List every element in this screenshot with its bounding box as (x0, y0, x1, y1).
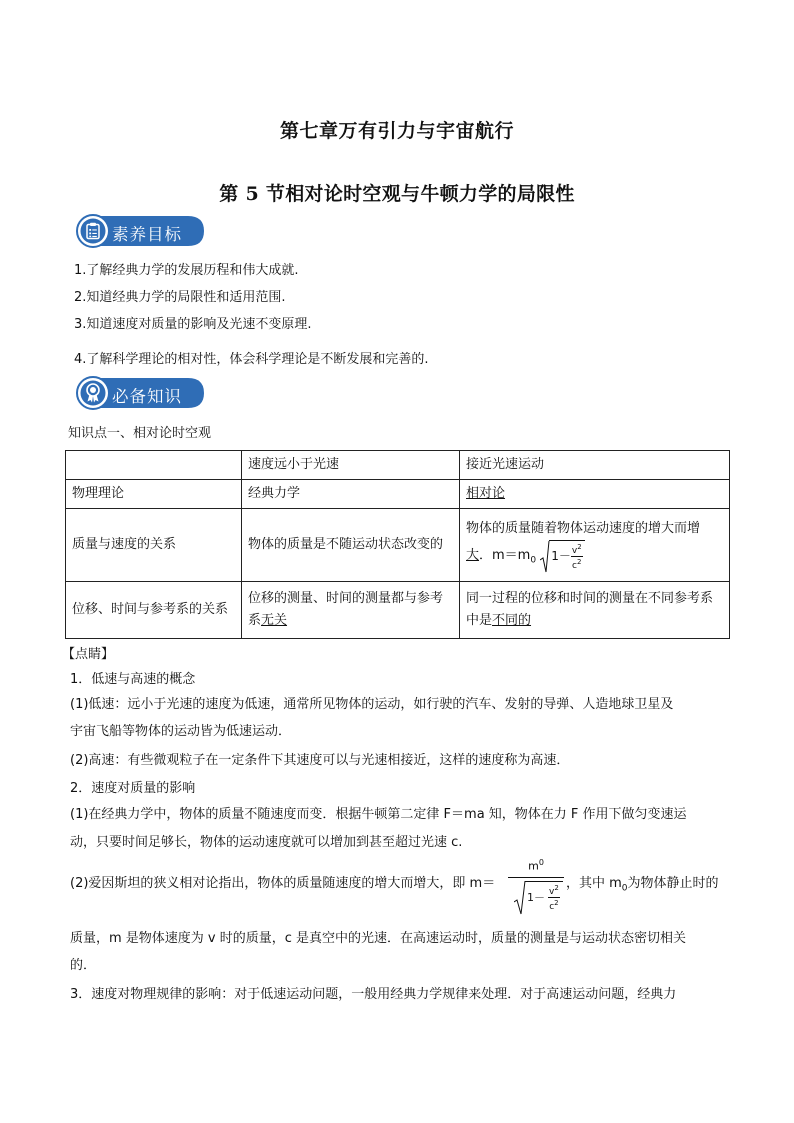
radical-sign-icon (514, 880, 526, 916)
post-text-2: 为物体静止时的 (627, 876, 719, 891)
goal-item: 3.知道速度对质量的影响及光速不变原理. (74, 317, 312, 332)
sqrt-lead: 1－ (551, 549, 571, 564)
frac-num-sup: 2 (577, 543, 582, 552)
cell-text: 物体的质量随着物体运动速度的增大而增 (466, 521, 701, 537)
paragraph: (1)在经典力学中，物体的质量不随速度而变．根据牛顿第二定律 F＝ma 知，物体在力 F 作用下做匀变速运 (70, 807, 687, 822)
frac-den-sup: 2 (577, 558, 582, 567)
table-cell: 物理理论 (66, 480, 242, 509)
frac-num: v (571, 546, 578, 557)
fraction (548, 883, 560, 912)
section-title: 第 5 节相对论时空观与牛顿力学的局限性 (219, 183, 575, 205)
fraction (571, 542, 583, 571)
cell-text: 同一过程的位移和时间的测量在不同参考系中是 (466, 591, 714, 628)
knowledge-heading: 知识点一、相对论时空观 (68, 426, 212, 441)
frac-den: c (572, 561, 577, 572)
answer-underlined: 无关 (261, 613, 288, 628)
table-row (66, 451, 730, 480)
goal-item: 4.了解科学理论的相对性，体会科学理论是不断发展和完善的. (74, 352, 429, 367)
table-cell (460, 582, 730, 639)
table-cell: 经典力学 (242, 480, 460, 509)
paragraph: (2)高速：有些微观粒子在一定条件下其速度可以与光速相接近，这样的速度称为高速． (70, 753, 570, 768)
table-cell: 速度远小于光速 (242, 451, 460, 480)
post-text: ，其中 m (566, 876, 622, 891)
formula-lead-text: (2)爱因斯坦的狭义相对论指出，物体的质量随速度的增大而增大，即 m＝ (70, 876, 496, 891)
paragraph: 动，只要时间足够长，物体的运动速度就可以增加到甚至超过光速 c. (70, 835, 463, 850)
table-cell (460, 509, 730, 582)
banner-suyang-mubiao (76, 214, 206, 248)
frac-den-sup: 2 (554, 899, 559, 907)
table-row (66, 509, 730, 582)
dianjing-heading: 【点睛】 (62, 647, 115, 662)
num-m: m (528, 859, 539, 873)
paragraph: 2．速度对质量的影响 (70, 781, 196, 796)
banner-label: 必备知识 (112, 387, 182, 406)
paragraph: 1．低速与高速的概念 (70, 672, 196, 687)
goal-item: 1.了解经典力学的发展历程和伟大成就. (74, 263, 299, 278)
cell-text: 位移的测量、时间的测量都与参考系 (248, 591, 444, 628)
answer-underlined: 相对论 (466, 486, 506, 501)
table-cell: 物体的质量是不随运动状态改变的 (242, 509, 460, 582)
table-cell: 质量与速度的关系 (66, 509, 242, 582)
paragraph: 的． (70, 958, 97, 973)
answer-underlined: 不同的 (492, 613, 532, 628)
frac-num-sup: 2 (554, 884, 559, 892)
post-sub: 0 (621, 883, 628, 894)
table-cell (460, 480, 730, 509)
frac-den: c (549, 902, 555, 912)
fraction-bar (508, 877, 564, 878)
frac-num: v (549, 887, 555, 897)
sqrt-formula (540, 540, 584, 571)
banner-label: 素养目标 (112, 225, 182, 244)
radical-sign-icon (540, 540, 550, 574)
table-cell: 位移、时间与参考系的关系 (66, 582, 242, 639)
table-row (66, 582, 730, 639)
paragraph: (1)低速：远小于光速的速度为低速，通常所见物体的运动，如行驶的汽车、发射的导弹、人造地球卫星及 (70, 697, 674, 712)
goal-item: 2.知道经典力学的局限性和适用范围. (74, 290, 286, 305)
sqrt-lead: 1－ (527, 891, 545, 904)
formula-paragraph (70, 858, 730, 916)
knowledge-table (65, 450, 730, 639)
formula-trailing-text (566, 872, 719, 894)
paragraph: 质量，m 是物体速度为 v 时的质量，c 是真空中的光速．在高速运动时，质量的测量是与运动状态密切相关 (70, 931, 687, 946)
answer-underlined: 大 (466, 548, 480, 564)
num-sup: 0 (538, 858, 544, 867)
table-cell: 接近光速运动 (460, 451, 730, 480)
paragraph: 3．速度对物理规律的影响：对于低速运动问题，一般用经典力学规律来处理．对于高速运动问题，经典力 (70, 987, 677, 1002)
chapter-title: 第七章万有引力与宇宙航行 (279, 120, 514, 142)
table-cell (242, 582, 460, 639)
paragraph: 宇宙飞船等物体的运动皆为低速运动． (70, 724, 292, 739)
banner-bibei-zhishi (76, 376, 206, 410)
table-cell (66, 451, 242, 480)
table-row (66, 480, 730, 509)
formula-numerator (508, 858, 564, 873)
formula-prefix: ．m＝m (479, 548, 531, 564)
formula-subscript: 0 (530, 555, 537, 566)
